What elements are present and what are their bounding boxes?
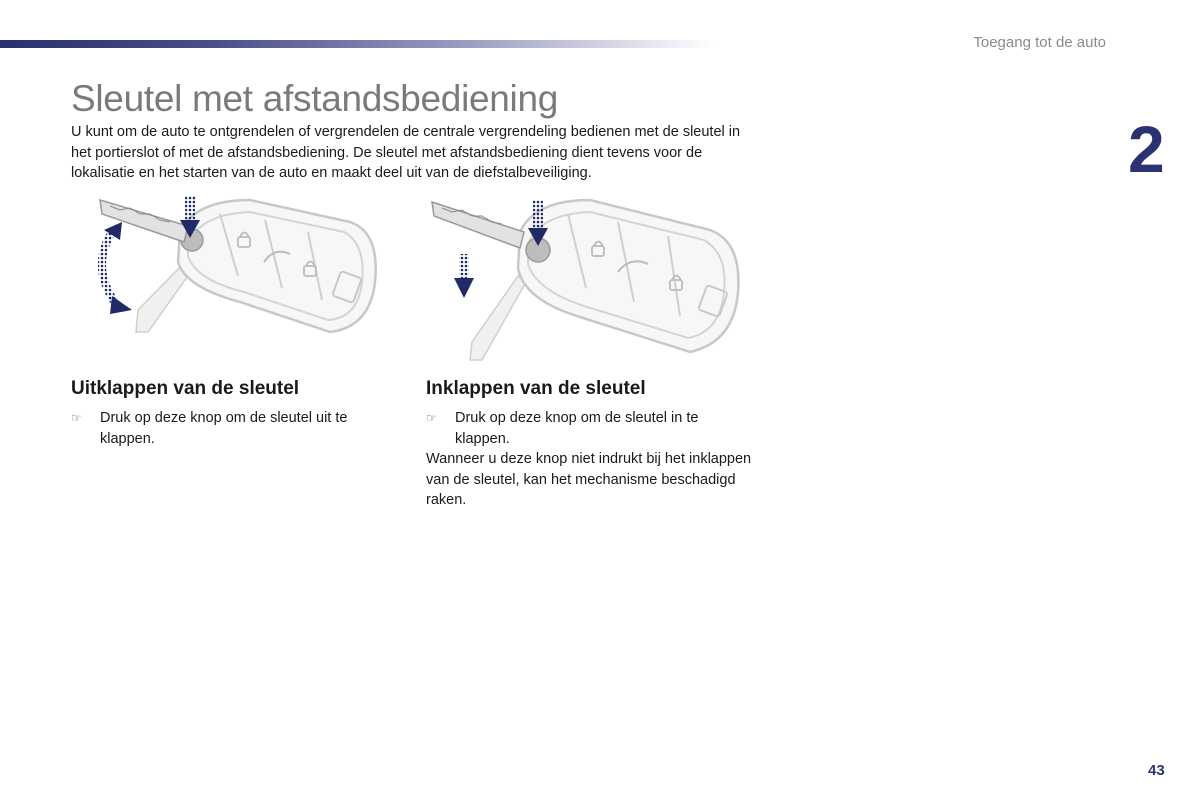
key-fold-illustration bbox=[420, 192, 750, 370]
heading-fold: Inklappen van de sleutel bbox=[426, 378, 646, 399]
bullet-unfold bbox=[71, 408, 390, 449]
header-gradient-bar bbox=[0, 40, 715, 48]
pointing-hand-icon: ☞ bbox=[71, 411, 82, 425]
heading-unfold: Uitklappen van de sleutel bbox=[71, 378, 300, 399]
bullet-fold bbox=[426, 408, 745, 449]
bullet-fold-text: Druk op deze knop om de sleutel in te klappen. bbox=[455, 410, 699, 447]
pointing-hand-icon: ☞ bbox=[426, 411, 437, 425]
chapter-number: 2 bbox=[1128, 112, 1165, 186]
section-label: Toegang tot de auto bbox=[973, 34, 1106, 51]
bullet-unfold-text: Druk op deze knop om de sleutel uit te klappen. bbox=[100, 410, 348, 447]
warning-note: Wanneer u deze knop niet indrukt bij het inklappen van de sleutel, kan het mechanisme beschadigd raken. bbox=[426, 451, 752, 508]
page-title: Sleutel met afstandsbediening bbox=[71, 78, 559, 119]
key-unfold-illustration bbox=[60, 192, 390, 370]
page-number: 43 bbox=[1148, 762, 1165, 779]
intro-paragraph: U kunt om de auto te ontgrendelen of vergrendelen de centrale vergrendeling bedienen met de sleutel in het portierslot of met de afstandsbediening. De sleutel met afstandsbediening dient tevens voor de lokalisatie en het starten van de auto en maakt deel uit van de diefstalbeveiliging. bbox=[71, 124, 741, 181]
